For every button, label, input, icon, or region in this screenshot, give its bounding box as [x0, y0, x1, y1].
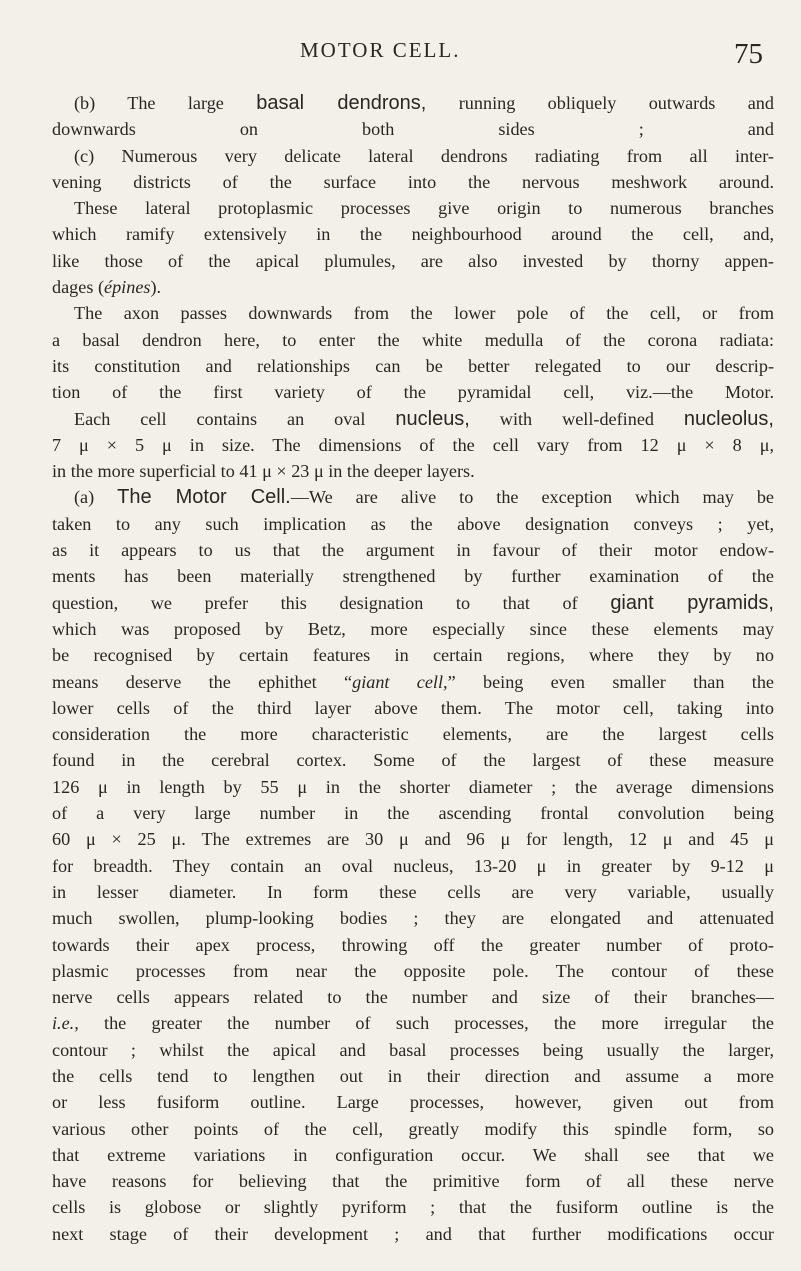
page-number: 75: [734, 38, 763, 70]
body-text: [52, 90, 774, 1247]
bold-term: nucleus,: [395, 407, 470, 430]
text-run: or less fusiform outline. Large processes, however, given out from: [52, 1092, 774, 1113]
text-line: [52, 932, 774, 958]
text-line: [52, 853, 774, 879]
text-run: The axon passes downwards from the lower pole of the cell, or from: [74, 303, 774, 324]
text-run: nerve cells appears related to the number and size of their branches—: [52, 987, 774, 1008]
text-run: dages (: [52, 277, 105, 298]
text-run: vening districts of the surface into the nervous meshwork around.: [52, 171, 774, 192]
text-line: [52, 590, 774, 616]
text-line: [52, 221, 774, 247]
text-line: [52, 774, 774, 800]
text-line: [52, 1142, 774, 1168]
italic-text: giant cell,: [352, 671, 448, 692]
text-run: Each cell contains an oval: [74, 408, 396, 429]
text-run: for breadth. They contain an oval nucleus, 13-20 μ in greater by 9-12 μ: [52, 855, 774, 876]
text-line: [52, 379, 774, 405]
text-line: [52, 195, 774, 221]
text-line: [52, 1089, 774, 1115]
text-run: (b) The large: [74, 93, 257, 113]
text-line: [52, 1037, 774, 1063]
text-line: [52, 1221, 774, 1247]
italic-text: épines: [104, 277, 151, 298]
text-line: [52, 1063, 774, 1089]
text-run: taken to any such implication as the above designation conveys ; yet,: [52, 513, 774, 534]
text-run: tion of the first variety of the pyramidal cell, viz.—the Motor.: [52, 382, 774, 403]
text-run: consideration the more characteristic elements, are the largest cells: [52, 724, 774, 745]
bold-term: basal dendrons,: [256, 92, 427, 114]
text-run: much swollen, plump-looking bodies ; they are elongated and attenuated: [52, 908, 774, 929]
text-line: [52, 1010, 774, 1036]
text-run: (c) Numerous very delicate lateral dendrons radiating from all inter-: [74, 145, 774, 166]
text-line: [52, 1194, 774, 1220]
text-run: ments has been materially strengthened by further examination of the: [52, 566, 774, 587]
text-line: [52, 90, 774, 116]
text-line: [52, 458, 774, 484]
text-line: [52, 563, 774, 589]
text-run: its constitution and relationships can be better relegated to our descrip-: [52, 355, 774, 376]
text-line: [52, 747, 774, 773]
text-run: which was proposed by Betz, more especially since these elements may: [52, 618, 774, 639]
text-run: lower cells of the third layer above them. The motor cell, taking into: [52, 697, 774, 718]
text-line: [52, 642, 774, 668]
text-run: 60 μ × 25 μ. The extremes are 30 μ and 96 μ for length, 12 μ and 45 μ: [52, 829, 774, 850]
bold-term: The Motor Cell.: [117, 486, 291, 509]
text-run: These lateral protoplasmic processes give origin to numerous branches: [74, 198, 774, 219]
text-run: downwards on both sides ; and: [52, 119, 774, 140]
text-line: [52, 1168, 774, 1194]
text-run: as it appears to us that the argument in favour of their motor endow-: [52, 540, 774, 561]
text-line: [52, 248, 774, 274]
text-line: [52, 800, 774, 826]
text-line: [52, 169, 774, 195]
text-line: [52, 669, 774, 695]
text-line: [52, 721, 774, 747]
text-run: which ramify extensively in the neighbourhood around the cell, and,: [52, 224, 774, 245]
text-line: [52, 537, 774, 563]
text-run: towards their apex process, throwing off the greater number of proto-: [52, 934, 774, 955]
text-run: question, we prefer this designation to that of: [52, 592, 611, 613]
text-run: various other points of the cell, greatly modify this spindle form, so: [52, 1118, 774, 1139]
text-run: be recognised by certain features in certain regions, where they by no: [52, 645, 774, 666]
text-line: [52, 484, 774, 510]
text-line: [52, 116, 774, 142]
text-line: [52, 879, 774, 905]
text-run: 7 μ × 5 μ in size. The dimensions of the cell vary from 12 μ × 8 μ,: [52, 434, 774, 455]
text-run: contour ; whilst the apical and basal processes being usually the larger,: [52, 1039, 774, 1060]
text-line: [52, 143, 774, 169]
text-run: ” being even smaller than the: [447, 671, 774, 692]
text-run: ).: [150, 277, 162, 298]
text-run: found in the cerebral cortex. Some of the largest of these measure: [52, 750, 774, 771]
text-line: [52, 406, 774, 432]
bold-term: giant pyramids,: [610, 591, 774, 614]
text-run: the cells tend to lengthen out in their direction and assume a more: [52, 1065, 774, 1086]
text-line: [52, 432, 774, 458]
text-line: [52, 958, 774, 984]
text-run: cells is globose or slightly pyriform ; that the fusiform outline is the: [52, 1197, 774, 1218]
text-run: running obliquely outwards and: [426, 93, 774, 113]
text-line: [52, 826, 774, 852]
text-run: have reasons for believing that the primitive form of all these nerve: [52, 1171, 774, 1192]
text-line: [52, 511, 774, 537]
text-run: means deserve the ephithet “: [52, 671, 353, 692]
text-run: like those of the apical plumules, are also invested by thorny appen-: [52, 250, 774, 271]
text-line: [52, 695, 774, 721]
text-run: a basal dendron here, to enter the white medulla of the corona radiata:: [52, 329, 774, 350]
text-run: in lesser diameter. In form these cells are very variable, usually: [52, 881, 774, 902]
text-line: [52, 616, 774, 642]
text-run: that extreme variations in configuration occur. We shall see that we: [52, 1144, 774, 1165]
text-run: —We are alive to the exception which may be: [290, 487, 774, 508]
text-line: [52, 274, 774, 300]
text-run: in the more superficial to 41 μ × 23 μ in the deeper layers.: [52, 461, 475, 482]
text-run: the greater the number of such processes, the more irregular the: [78, 1013, 774, 1034]
page-header: [0, 38, 801, 78]
text-line: [52, 1116, 774, 1142]
italic-text: i.e.,: [52, 1013, 79, 1034]
text-line: [52, 984, 774, 1010]
text-run: next stage of their development ; and that further modifications occur: [52, 1223, 774, 1244]
text-line: [52, 327, 774, 353]
bold-term: nucleolus,: [683, 407, 774, 430]
text-line: [52, 905, 774, 931]
text-line: [52, 300, 774, 326]
text-run: with well-defined: [469, 408, 684, 429]
running-title: MOTOR CELL.: [300, 38, 461, 62]
text-run: 126 μ in length by 55 μ in the shorter diameter ; the average dimensions: [52, 776, 774, 797]
text-run: of a very large number in the ascending frontal convolution being: [52, 803, 774, 824]
text-line: [52, 353, 774, 379]
text-run: (a): [74, 487, 118, 508]
text-run: plasmic processes from near the opposite pole. The contour of these: [52, 960, 774, 981]
